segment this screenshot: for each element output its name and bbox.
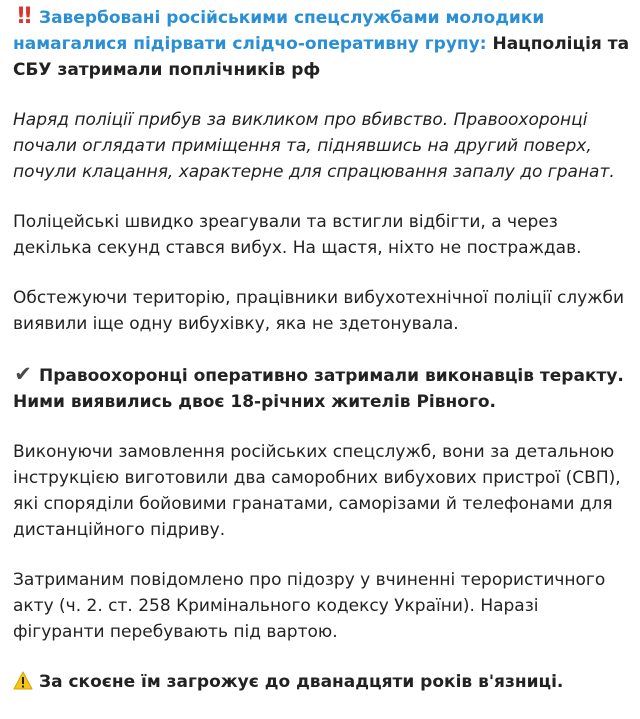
warning-icon: [13, 669, 33, 695]
post-headline: [13, 4, 633, 83]
check-mark-icon: ✔: [14, 362, 32, 386]
message-post: [13, 0, 633, 719]
paragraph-suspicion: Затриманим повідомлено про підозру у вчиненні терористичного акту (ч. 2. ст. 258 Кримінального кодексу України). Наразі фігуранти перебувають під вартою.: [13, 570, 606, 642]
paragraph-sentence: [13, 669, 633, 695]
paragraph-intro: Наряд поліції прибув за викликом про вбивство. Правоохоронці почали оглядати приміщення та, піднявшись на другий поверх, почули клацання, характерне для спрацювання запалу до гранат.: [13, 110, 615, 182]
paragraph-detention-text: Правоохоронці оперативно затримали виконавців теракту. Ними виявились двоє 18-річних жителів Рівного.: [13, 366, 624, 412]
double-exclamation-icon: !!: [15, 4, 31, 29]
paragraph-devices: Виконуючи замовлення російських спецслужб, вони за детальною інструкцією виготовили два саморобних вибухових пристрої (СВП), які споряділи бойовими гранатами, саморізами й телефонами для дистанційного підриву.: [13, 442, 621, 540]
paragraph-sentence-text: За скоєне їм загрожує до дванадцяти років в'язниці.: [39, 672, 564, 692]
paragraph-detention: [13, 361, 633, 415]
headline-link[interactable]: Завербовані російськими спецслужбами молодики намагалися підірвати слідчо-оперативну групу:: [13, 8, 545, 54]
paragraph-explosion: Поліцейські швидко зреагували та встигли відбігти, а через декілька секунд стався вибух. На щастя, ніхто не постраждав.: [13, 212, 582, 258]
headline-rest: Нацполіція та СБУ затримали поплічників рф: [13, 34, 630, 80]
paragraph-second-device: Обстежуючи територію, працівники вибухотехнічної поліції служби виявили іще одну вибухівку, яка не здетонувала.: [13, 288, 625, 334]
